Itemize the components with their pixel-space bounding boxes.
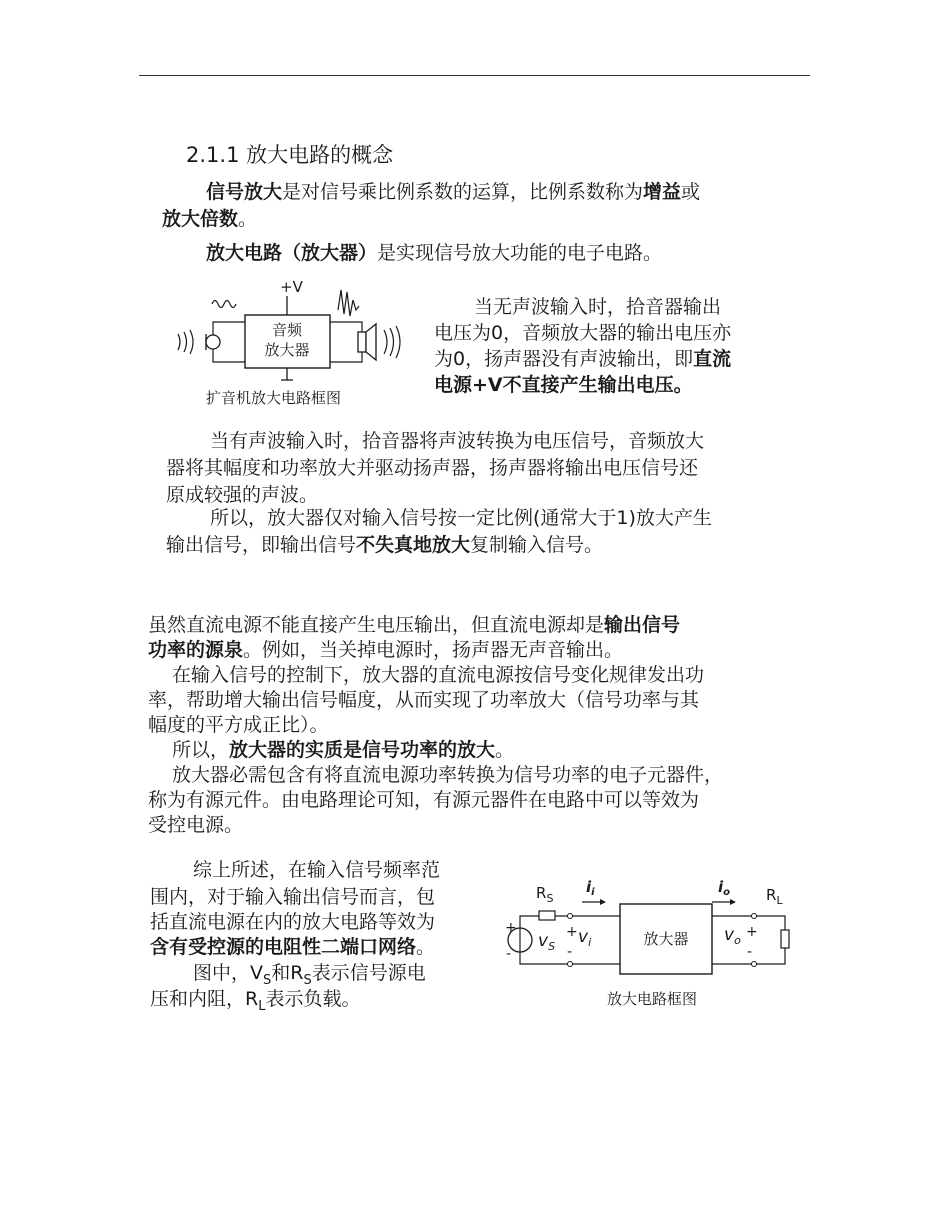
vi-minus: -: [567, 944, 573, 960]
para-3-line-2: 器将其幅度和功率放大并驱动扬声器，扬声器将输出电压信号还: [166, 457, 699, 479]
para-8-line-3: 受控电源。: [148, 814, 244, 836]
para-6-line-3: 幅度的平方成正比）。: [148, 714, 329, 736]
vo-label: $v_o$: [724, 925, 741, 947]
para-9-line-3: 括直流电源在内的放大电路等效为: [150, 911, 436, 933]
output-wires: [330, 322, 362, 362]
vi-plus: +: [566, 924, 578, 940]
term-multiple: 放大倍数: [162, 208, 239, 230]
term-amplifier-circuit: 放大电路（放大器）: [206, 242, 378, 264]
para-4-line-2: 输出信号，即输出信号不失真地放大复制输入信号。: [166, 534, 604, 556]
rl-resistor-icon: [781, 930, 789, 948]
input-wires: [213, 322, 245, 362]
output-current-label: $i_o$: [718, 878, 731, 898]
output-terminal-bottom: [752, 962, 757, 967]
sound-out-icon: [384, 326, 400, 358]
para-4-line-1: 所以，放大器仅对输入信号按一定比例(通常大于1)放大产生: [210, 507, 712, 529]
para-9-line-5: 图中，$V_S$和$R_S$表示信号源电: [193, 962, 426, 988]
output-terminal-top: [752, 914, 757, 919]
vplus-label: +V: [280, 278, 303, 296]
source-plus: +: [505, 920, 517, 936]
para-8-line-1: 放大器必需包含有将直流电源功率转换为信号功率的电子元器件，: [172, 764, 724, 786]
rs-resistor-icon: [539, 911, 555, 920]
para-9-line-1: 综上所述，在输入信号频率范: [193, 859, 441, 881]
vo-plus: +: [746, 924, 758, 940]
two-port-amplifier-diagram: [500, 870, 805, 1015]
source-bottom-wire: [520, 952, 570, 964]
source-minus: -: [506, 946, 512, 962]
header-rule: [139, 75, 810, 76]
fig2-caption: 放大电路框图: [606, 990, 698, 1008]
speaker-icon: [358, 332, 366, 352]
microphone-icon: [206, 335, 220, 349]
para-8-line-2: 称为有源元件。由电路理论可知，有源元器件在电路中可以等效为: [148, 789, 700, 811]
term-signal-amplification: 信号放大: [206, 181, 283, 203]
sound-in-icon: [178, 330, 193, 354]
input-current-label: $i_i$: [586, 878, 595, 898]
para-7: 所以，放大器的实质是信号功率的放大。: [172, 739, 515, 761]
vo-minus: -: [747, 944, 753, 960]
amplifier-block-label: 放大器: [643, 930, 689, 948]
para-9-line-4: 含有受控源的电阻性二端口网络。: [150, 936, 436, 958]
para-1-line-1: 信号放大是对信号乘比例系数的运算，比例系数称为增益或: [206, 181, 701, 203]
para-5-line-2: 功率的源泉。例如，当关掉电源时，扬声器无声音输出。: [148, 639, 624, 661]
para-3-line-1: 当有声波输入时，拾音器将声波转换为电压信号，音频放大: [210, 430, 705, 452]
input-wave-icon: [212, 301, 236, 308]
para-6-line-1: 在输入信号的控制下，放大器的直流电源按信号变化规律发出功: [172, 664, 705, 686]
para-3-line-3: 原成较强的声波。: [166, 484, 319, 506]
output-wave-icon: [338, 290, 359, 316]
vi-label: $v_i$: [578, 927, 592, 949]
para-9-line-2: 围内，对于输入输出信号而言，包: [150, 886, 436, 908]
rs-label: $R_S$: [536, 884, 554, 905]
vs-label: $v_S$: [538, 931, 556, 953]
amplifier-box-label-2: 放大器: [264, 341, 310, 359]
rl-label: $R_L$: [766, 886, 783, 907]
section-title: 2.1.1 放大电路的概念: [186, 143, 394, 167]
input-terminal-bottom: [568, 962, 573, 967]
para-1-line-2: 放大倍数。: [162, 208, 258, 230]
side-para-line-3: 为0，扬声器没有声波输出，即直流: [434, 348, 732, 370]
para-6-line-2: 率，帮助增大输出信号幅度，从而实现了功率放大（信号功率与其: [148, 689, 700, 711]
para-5-line-1: 虽然直流电源不能直接产生电压输出，但直流电源却是输出信号: [148, 614, 681, 636]
side-para-line-2: 电压为0，音频放大器的输出电压亦: [434, 322, 732, 344]
amplifier-box-label-1: 音频: [271, 321, 303, 339]
input-terminal-top: [568, 914, 573, 919]
pa-system-diagram: [170, 272, 430, 412]
para-2: 放大电路（放大器）是实现信号放大功能的电子电路。: [206, 242, 663, 264]
side-para-line-4: 电源+V不直接产生输出电压。: [434, 374, 693, 396]
side-para-line-1: 当无声波输入时，拾音器输出: [474, 296, 722, 318]
para-9-line-6: 压和内阻，$R_L$表示负载。: [150, 988, 361, 1014]
term-gain: 增益: [643, 181, 682, 203]
fig1-caption: 扩音机放大电路框图: [206, 389, 342, 407]
